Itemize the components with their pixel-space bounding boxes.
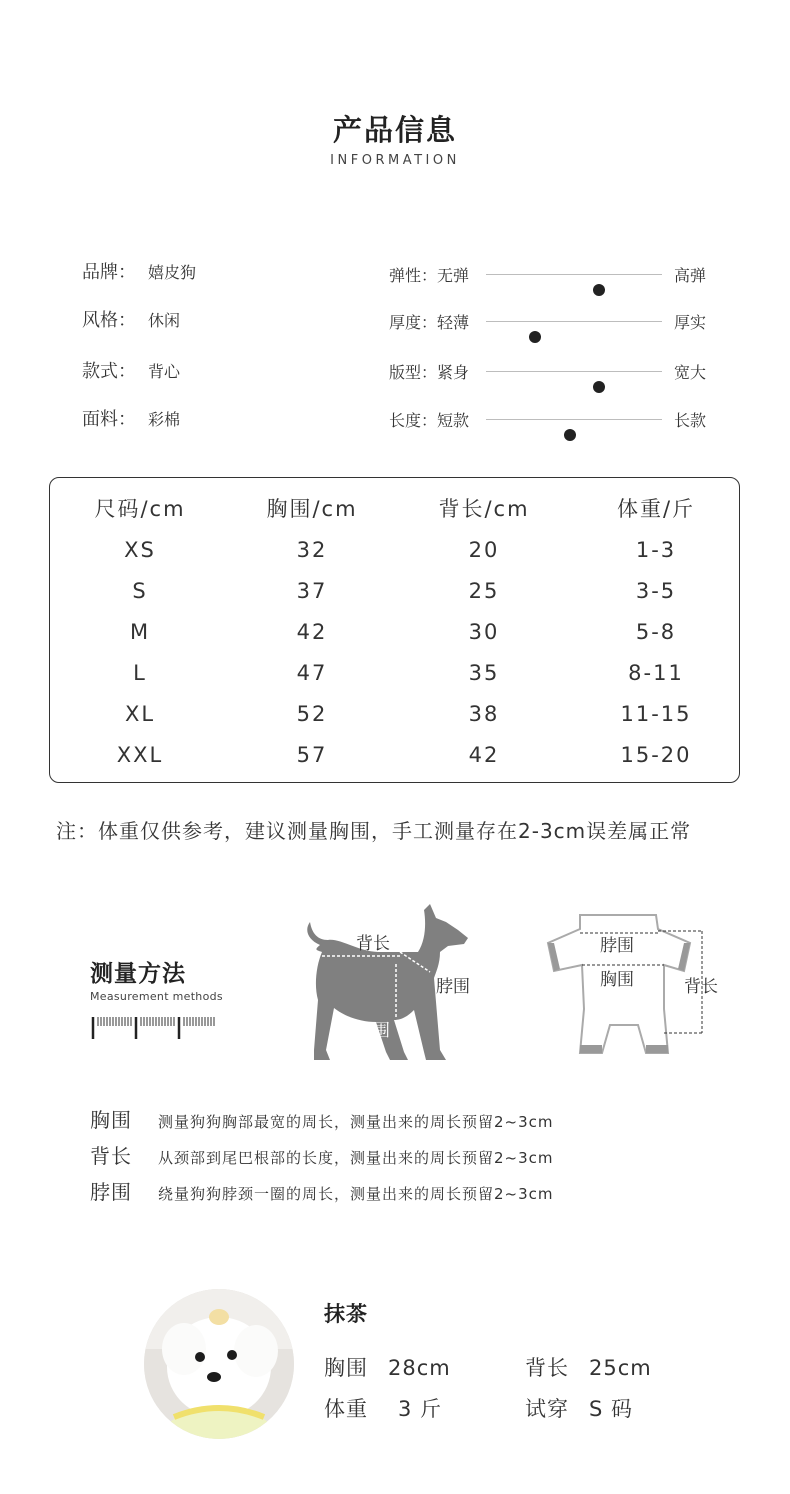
info-row-type	[82, 357, 180, 387]
model-field-weight	[324, 1393, 442, 1423]
size-table-cell: 1-3	[635, 538, 677, 562]
dog-photo-image	[144, 1289, 294, 1439]
slider-track	[486, 274, 662, 275]
model-field-value: 28cm	[388, 1356, 451, 1380]
info-key: 品牌：	[82, 262, 136, 283]
slider-label: 长度：短款	[389, 411, 470, 430]
slider-label: 厚度：轻薄	[389, 313, 470, 332]
slider-length	[389, 404, 719, 434]
dog-label-neck: 脖围	[436, 972, 470, 997]
size-table-header-cell: 体重/斤	[616, 497, 696, 521]
size-table-header-cell: 背长/cm	[438, 497, 530, 521]
size-table-cell: 37	[296, 579, 328, 603]
model-field-label: 体重	[324, 1397, 368, 1421]
model-field-trial-size	[525, 1393, 633, 1423]
size-table-header-cell: 胸围/cm	[266, 497, 358, 521]
model-dog-photo	[144, 1289, 294, 1439]
size-table-cell: 57	[296, 743, 328, 767]
model-field-label: 试穿	[525, 1397, 569, 1421]
slider-thickness	[389, 306, 719, 336]
size-table-cell: 42	[296, 620, 328, 644]
model-field-value: 25cm	[589, 1356, 652, 1380]
definition-term: 背长	[90, 1144, 132, 1168]
definition-term: 胸围	[90, 1108, 132, 1132]
measurement-definitions	[90, 1104, 554, 1212]
size-table-cell: 47	[296, 661, 328, 685]
measure-title: 测量方法	[90, 961, 186, 987]
size-table-row	[50, 574, 741, 615]
size-table-cell: S	[132, 579, 148, 603]
size-table-cell: 52	[296, 702, 328, 726]
garment-label-chest: 胸围	[600, 970, 634, 990]
definition-row	[90, 1176, 554, 1212]
size-table-body	[50, 492, 741, 779]
slider-label: 版型：紧身	[389, 363, 470, 382]
info-value: 背心	[148, 362, 181, 381]
size-table-row	[50, 615, 741, 656]
model-field-value: 3 斤	[398, 1397, 443, 1421]
size-table-cell: 8-11	[628, 661, 684, 685]
size-table-cell: 25	[468, 579, 500, 603]
size-table-cell: 42	[468, 743, 500, 767]
size-table-cell: 3-5	[635, 579, 677, 603]
size-table	[49, 477, 740, 783]
model-name: 抹茶	[324, 1302, 368, 1326]
size-table-row	[50, 697, 741, 738]
slider-track	[486, 419, 662, 420]
slider-end-label: 高弹	[674, 266, 707, 285]
slider-fit	[389, 356, 719, 386]
size-table-cell: 30	[468, 620, 500, 644]
dog-label-back: 背长	[356, 934, 390, 954]
dog-label-chest: 胸围	[356, 1021, 390, 1041]
slider-end-label: 长款	[674, 411, 707, 430]
page-subtitle: INFORMATION	[330, 153, 460, 168]
definition-row	[90, 1104, 554, 1140]
info-row-fabric	[82, 405, 180, 435]
size-table-header-row	[50, 492, 741, 533]
size-table-cell: 38	[468, 702, 500, 726]
info-row-style	[82, 306, 180, 336]
slider-dot	[529, 331, 541, 343]
size-table-row	[50, 656, 741, 697]
measure-subtitle: Measurement methods	[90, 990, 223, 1003]
model-field-back	[525, 1352, 652, 1382]
info-key: 面料：	[82, 409, 136, 430]
size-table-cell: M	[129, 620, 151, 644]
definition-row	[90, 1140, 554, 1176]
info-value: 嬉皮狗	[148, 263, 197, 282]
size-table-cell: L	[133, 661, 147, 685]
garment-label-neck: 脖围	[600, 936, 634, 956]
info-row-brand	[82, 258, 196, 288]
info-value: 休闲	[148, 311, 181, 330]
size-table-cell: 35	[468, 661, 500, 685]
definition-text: 测量狗狗胸部最宽的周长，测量出来的周长预留2~3cm	[158, 1113, 554, 1131]
slider-dot	[593, 284, 605, 296]
slider-dot	[564, 429, 576, 441]
size-table-row	[50, 533, 741, 574]
size-table-cell: XL	[124, 702, 156, 726]
page-title: 产品信息	[332, 113, 457, 147]
size-table-cell: 5-8	[635, 620, 677, 644]
slider-track	[486, 371, 662, 372]
size-table-row	[50, 738, 741, 779]
model-field-label: 背长	[525, 1356, 569, 1380]
size-note: 注：体重仅供参考，建议测量胸围，手工测量存在2-3cm误差属正常	[56, 819, 692, 843]
slider-end-label: 宽大	[674, 363, 707, 382]
model-field-value: S 码	[589, 1397, 634, 1421]
size-table-cell: 32	[296, 538, 328, 562]
size-table-cell: XS	[124, 538, 156, 562]
size-table-cell: 11-15	[620, 702, 692, 726]
garment-label-back: 背长	[684, 977, 718, 997]
slider-end-label: 厚实	[674, 313, 707, 332]
slider-label: 弹性：无弹	[389, 266, 470, 285]
info-value: 彩棉	[148, 410, 181, 429]
slider-dot	[593, 381, 605, 393]
slider-elasticity	[389, 259, 719, 289]
definition-text: 绕量狗狗脖颈一圈的周长，测量出来的周长预留2~3cm	[158, 1185, 554, 1203]
model-field-chest	[324, 1352, 451, 1382]
ruler-icon	[90, 1014, 220, 1042]
size-table-cell: XXL	[116, 743, 164, 767]
size-table-cell: 20	[468, 538, 500, 562]
info-key: 款式：	[82, 361, 136, 382]
model-field-label: 胸围	[324, 1356, 368, 1380]
info-key: 风格：	[82, 310, 136, 331]
size-table-header-cell: 尺码/cm	[94, 497, 186, 521]
definition-term: 脖围	[90, 1180, 132, 1204]
definition-text: 从颈部到尾巴根部的长度，测量出来的周长预留2~3cm	[158, 1149, 554, 1167]
size-table-cell: 15-20	[620, 743, 692, 767]
slider-track	[486, 321, 662, 322]
